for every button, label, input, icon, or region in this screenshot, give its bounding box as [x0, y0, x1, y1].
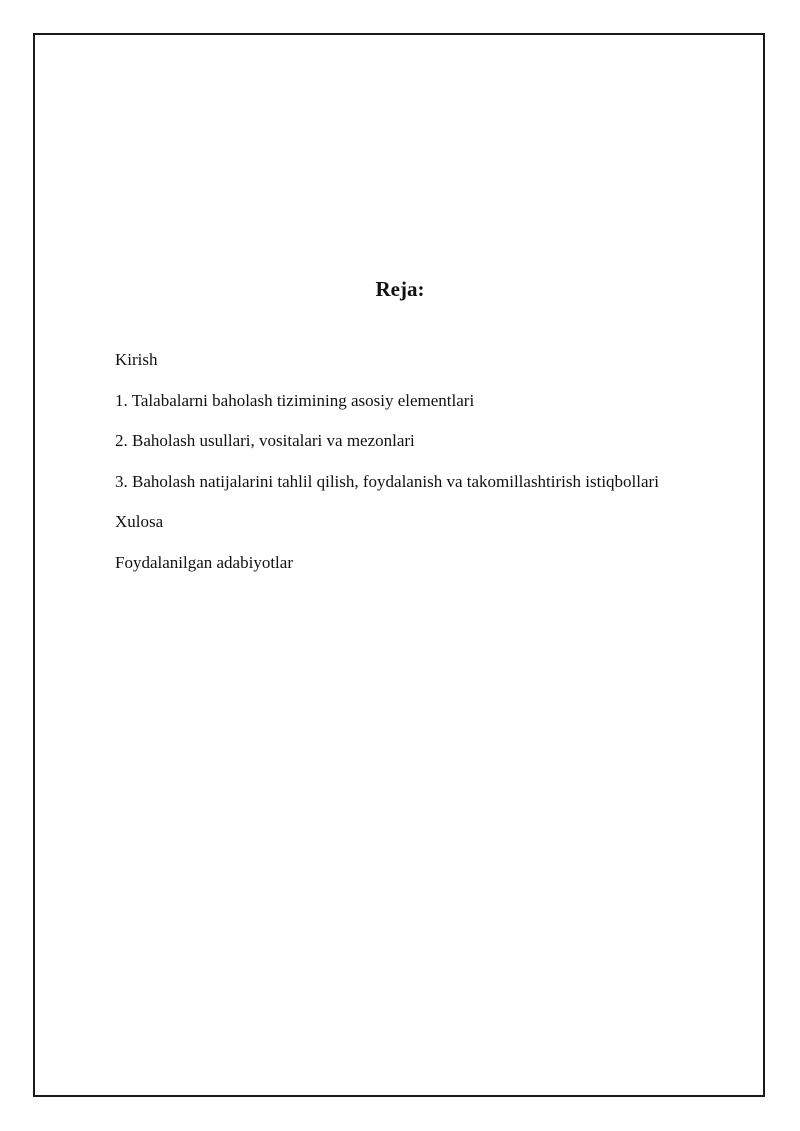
table-of-contents — [115, 350, 659, 593]
page-title: Reja: — [375, 277, 425, 301]
toc-item-3: 3. Baholash natijalarini tahlil qilish, foydalanish va takomillashtirish istiqbollari — [115, 471, 659, 491]
toc-item-introduction: Kirish — [115, 350, 158, 369]
toc-item-1: 1. Talabalarni baholash tizimining asosiy elementlari — [115, 390, 475, 410]
toc-item-conclusion: Xulosa — [115, 512, 164, 531]
toc-item-references: Foydalanilgan adabiyotlar — [115, 552, 293, 572]
toc-item-2: 2. Baholash usullari, vositalari va mezonlari — [115, 431, 415, 450]
